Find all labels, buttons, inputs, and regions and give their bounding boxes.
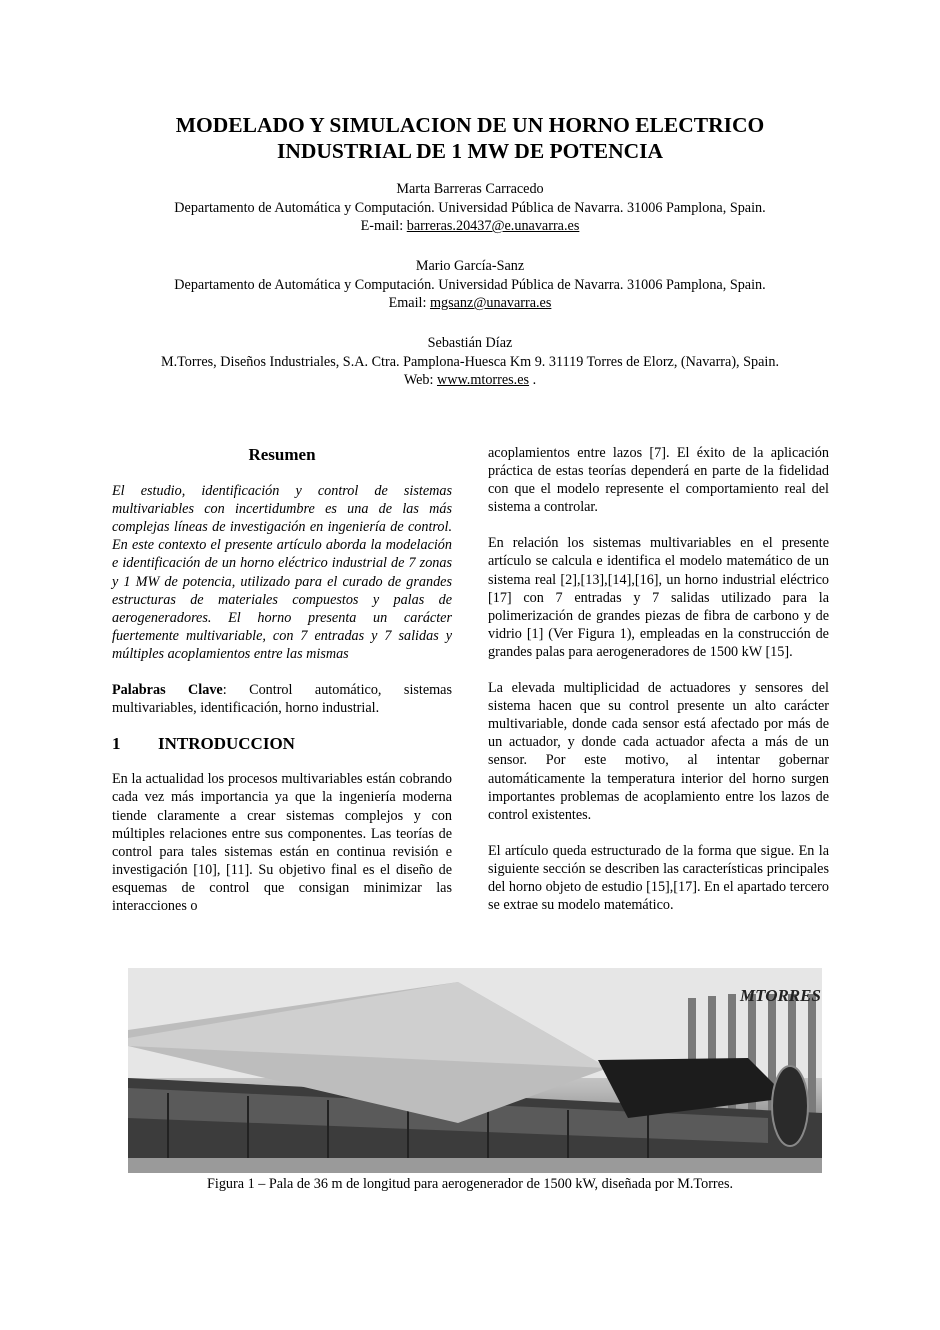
right-column	[488, 444, 829, 914]
contact-prefix: E-mail:	[360, 218, 407, 234]
figure-caption: Figura 1 – Pala de 36 m de longitud para aerogenerador de 1500 kW, diseñada por M.Torres.	[206, 1176, 734, 1192]
intro-paragraph-2: acoplamientos entre lazos [7]. El éxito de la aplicación práctica de estas teorías dependerá en parte de la fidelidad con que el modelo represente el comportamiento real del sistema a controlar.	[488, 445, 829, 516]
author-name: Marta Barreras Carracedo	[396, 181, 544, 197]
intro-paragraph-1: En la actualidad los procesos multivariables están cobrando cada vez más importancia ya que la ingeniería moderna tiende claramente a crear sistemas complejos y con múltiples relaciones entre sus componentes. Las teorías de control para tales sistemas están en continua revisión e investigación [10], [11]. Su objetivo final es el diseño de esquemas de control que consigan minimizar las interacciones o	[112, 771, 452, 914]
section-number: 1	[112, 734, 121, 754]
email-link[interactable]: mgsanz@unavarra.es	[429, 295, 552, 311]
contact-prefix: Web:	[403, 372, 437, 388]
author-affiliation: Departamento de Automática y Computación. Universidad Pública de Navarra. 31006 Pamplona, Spain.	[174, 199, 766, 216]
mtorres-logo: MTORRES	[740, 986, 821, 1005]
left-column	[112, 446, 452, 915]
author-name: Mario García-Sanz	[415, 258, 525, 274]
author-block-1	[0, 180, 940, 236]
author-name: Sebastián Díaz	[427, 335, 513, 351]
wind-blade-photo	[128, 968, 822, 1173]
section-1-heading	[112, 735, 452, 753]
author-contact	[0, 371, 940, 390]
contact-prefix: Email:	[388, 295, 430, 311]
email-link[interactable]: barreras.20437@e.unavarra.es	[406, 218, 580, 234]
keywords-label: Palabras Clave	[112, 682, 223, 699]
author-contact	[0, 217, 940, 236]
keywords	[112, 681, 452, 717]
paper-title	[0, 112, 940, 164]
intro-paragraph-4: La elevada multiplicidad de actuadores y sensores del sistema hacen que su control presente un alto carácter multivariable, donde cada sensor está afectado por más de un actuador, y donde cada actuador afecta a más de un sensor. Por este motivo, al intentar gobernar automáticamente la temperatura interior del horno surgen importantes problemas de acoplamiento entre los lazos de control existentes.	[488, 680, 829, 823]
author-contact	[0, 294, 940, 313]
author-block-2	[0, 257, 940, 313]
web-link[interactable]: www.mtorres.es	[436, 372, 530, 388]
title-line-2: INDUSTRIAL DE 1 MW DE POTENCIA	[276, 139, 664, 163]
author-affiliation: Departamento de Automática y Computación. Universidad Pública de Navarra. 31006 Pamplona, Spain.	[174, 276, 766, 293]
abstract-text: El estudio, identificación y control de sistemas multivariables con incertidumbre es una de las más complejas líneas de investigación en ingeniería de control. En este contexto el presente artículo aborda la modelación e identificación de un horno eléctrico industrial de 7 zonas y 1 MW de potencia, utilizado para el curado de grandes estructuras de materiales compuestos y palas de aerogeneradores. El horno presenta un carácter fuertemente multivariable, con 7 entradas y 7 salidas y múltiples acoplamientos entre las mismas	[112, 483, 452, 662]
author-affiliation: M.Torres, Diseños Industriales, S.A. Ctra. Pamplona-Huesca Km 9. 31119 Torres de Elorz, (Navarra), Spain.	[160, 353, 780, 370]
intro-paragraph-3: En relación los sistemas multivariables en el presente artículo se calcula e identifica el modelo matemático de un sistema real [2],[13],[14],[16], un horno industrial eléctrico [17] con 7 entradas y 7 salidas utilizado para la polimerización de grandes piezas de fibra de carbono y de vidrio [1] (Ver Figura 1), empleadas en la construcción de grandes palas para aerogeneradores de 1500 kW [15].	[488, 535, 829, 660]
author-block-3	[0, 334, 940, 390]
section-title: INTRODUCCION	[158, 734, 295, 754]
contact-suffix: .	[529, 372, 537, 388]
figure-1-photo	[128, 968, 822, 1173]
keywords-text: : Control automático, sistemas multivariables, identificación, horno industrial.	[112, 682, 452, 717]
resumen-heading: Resumen	[248, 445, 316, 464]
intro-paragraph-5: El artículo queda estructurado de la forma que sigue. En la siguiente sección se describen las características principales del horno objeto de estudio [15],[17]. En el apartado tercero se extrae su modelo matemático.	[488, 842, 829, 914]
title-line-1: MODELADO Y SIMULACION DE UN HORNO ELECTRICO	[175, 113, 765, 137]
